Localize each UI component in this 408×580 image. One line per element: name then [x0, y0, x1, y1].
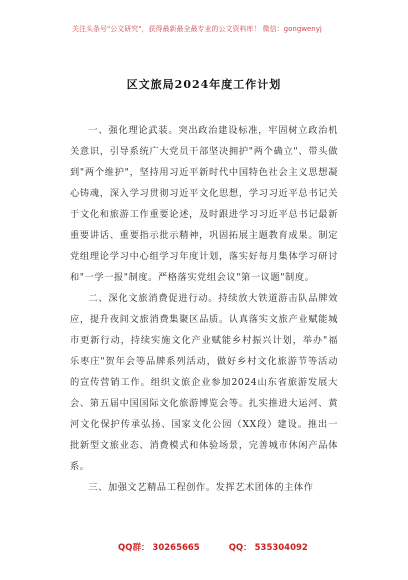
paragraph-3: 三、加强文艺精品工程创作。发挥艺术团体的主体作 — [88, 482, 314, 493]
document-title: 区文旅局2024年度工作计划 — [126, 78, 282, 91]
footer-qq: QQ： 535304092 — [228, 543, 308, 553]
paragraph-1: 一、强化理论武装。突出政治建设标准，牢固树立政治机关意识，引导系统广大党员干部坚决拥护"两个确立"、带头做到"两个维护"，坚持用习近平新时代中国特色社会主义思想凝心铸魂，深入学习贯彻习近平文化思想，学习习近平总书记关于文化和旅游工作重要论述，及时跟进学习习近平总书记最新重要讲话、重要指示批示精神，巩固拓展主题教育成果。制定党组理论学习中心组学习年度计划，落实好每月集体学习研讨和"一学一报"制度。严格落实党组会议"第一议题"制度。 — [70, 125, 338, 283]
header-banner: 关注头条号"公文研究"，获得最新最全最专业的公文资料库！ 微信：gongwenyj — [72, 25, 322, 33]
footer-qq-group: QQ群： 30265665 — [118, 543, 200, 553]
footer-contact — [118, 541, 334, 553]
paragraph-2: 二、深化文旅消费促进行动。持续放大铁道游击队品牌效应，提升夜间文旅消费集聚区品质。认真落实文旅产业赋能城市更新行动，持续实施文化产业赋能乡村振兴计划，举办"福乐枣庄"贺年会等品牌系列活动，做好乡村文化旅游节等活动的宣传营销工作。组织文旅企业参加2024山东省旅游发展大会、第五届中国国际文化旅游博览会等。扎实推进大运河、黄河文化保护传承弘扬、国家文化公园（XX段）建设。推出一批新型文旅业态、消费模式和体验场景，完善城市休闲产品体系。 — [70, 293, 338, 472]
document-body — [70, 120, 338, 498]
